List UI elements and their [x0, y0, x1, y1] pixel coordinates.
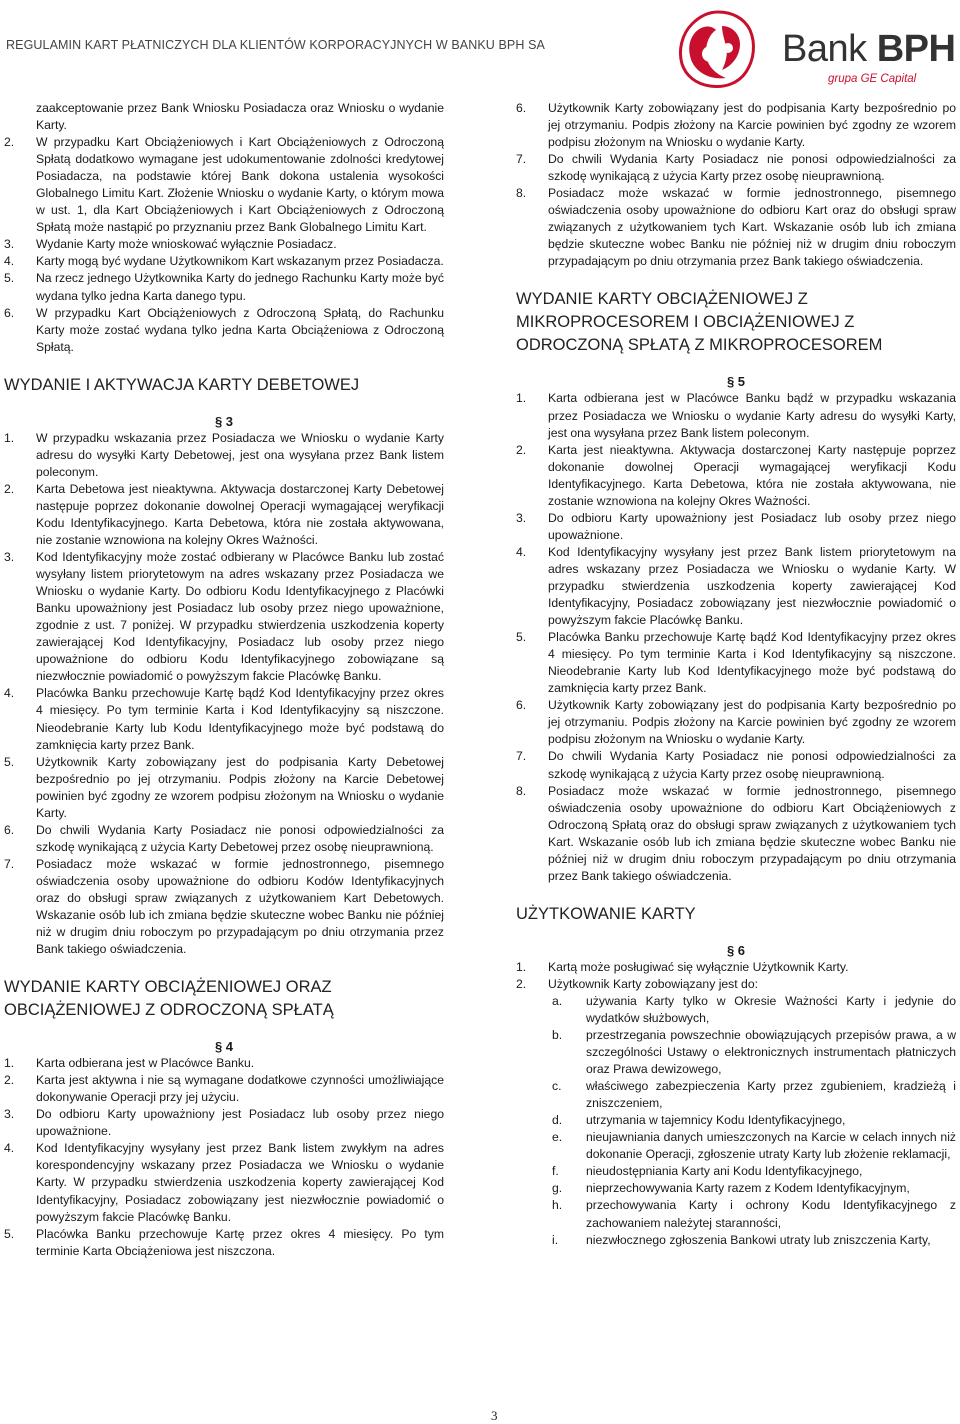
- page-number: 3: [491, 1408, 498, 1423]
- item-text: Użytkownik Karty zobowiązany jest do podpisania Karty Debetowej bezpośrednio po jej otrzymaniu. Podpis złożony na Karcie Debetowej powinien być zgodny ze wzorem podpisu złożonym na Wniosku o wydanie Karty.: [36, 754, 444, 820]
- item-text: Wydanie Karty może wnioskować wyłącznie Posiadacz.: [36, 237, 337, 252]
- item-number: 3.: [516, 510, 527, 525]
- item-number: 1.: [516, 391, 527, 406]
- heading-card-usage: UŻYTKOWANIE KARTY: [516, 904, 696, 923]
- item-text: używania Karty tylko w Okresie Ważności Karty i jedynie do wydatków służbowych,: [586, 993, 956, 1025]
- sub-list-item: [516, 1129, 956, 1163]
- item-number: 5.: [516, 630, 527, 645]
- item-text: Posiadacz może wskazać w formie jednostronnego, pisemnego oświadczenia osoby upoważnione do odbioru Kodów Identyfikacyjnych oraz do obsługi spraw związanych z użytkowaniem Kart Debetowych. Wskazanie osób lub ich zmiana będzie skuteczne wobec Banku nie później niż w drugim dniu roboczym po przypadającym po dniu otrzymania przez Bank takiego oświadczenia.: [36, 856, 444, 957]
- item-number: f.: [552, 1164, 559, 1179]
- brand-name: Bank BPH: [782, 28, 956, 70]
- brand-subtitle: grupa GE Capital: [828, 73, 917, 85]
- item-number: e.: [552, 1130, 563, 1145]
- sub-list-item: [516, 993, 956, 1027]
- item-number: h.: [552, 1198, 563, 1213]
- item-number: 3.: [4, 237, 15, 252]
- list-section-5: [516, 390, 956, 884]
- item-text: Posiadacz może wskazać w formie jednostronnego, pisemnego oświadczenia osoby upoważnione do odbioru Kart oraz do obsługi spraw związanych z użytkowaniem tych Kart. Wskazanie osób lub ich zmiana będzie skuteczne wobec Banku nie później niż w drugim dniu roboczym przypadającym po dniu otrzymania przez Bank takiego oświadczenia.: [548, 186, 956, 269]
- list-item: [4, 236, 444, 253]
- list-item: [516, 544, 956, 629]
- item-text: Do odbioru Karty upoważniony jest Posiadacz lub osoby przez niego upoważnione.: [548, 510, 956, 542]
- list-section-4-cont: [516, 100, 956, 270]
- list-section-6: [516, 959, 956, 993]
- item-number: 3.: [4, 550, 15, 565]
- item-text: Karta jest aktywna i nie są wymagane dodatkowe czynności umożliwiające dokonywanie Operacji przy jej użyciu.: [36, 1073, 444, 1105]
- list-item: [4, 1055, 444, 1072]
- item-text: Kartą może posługiwać się wyłącznie Użytkownik Karty.: [548, 959, 849, 974]
- item-text: nieudostępniania Karty ani Kodu Identyfikacyjnego,: [586, 1164, 863, 1179]
- item-text: Użytkownik Karty zobowiązany jest do:: [548, 976, 758, 991]
- item-text: Do odbioru Karty upoważniony jest Posiadacz lub osoby przez niego upoważnione.: [36, 1107, 444, 1139]
- list-item: [516, 151, 956, 185]
- item-number: 6.: [516, 101, 527, 115]
- list-item: [516, 697, 956, 748]
- item-text: Karta Debetowa jest nieaktywna. Aktywacja dostarczonej Karty Debetowej następuje poprzez dokonanie dowolnej Operacji wymagającej weryfikacji Kodu Identyfikacyjnego. Karta Debetowa, która nie została aktywowana, nie zostanie wznowiona na kolejny Okres Ważności.: [36, 481, 444, 547]
- item-number: 2.: [4, 481, 15, 496]
- item-number: c.: [552, 1079, 562, 1094]
- item-number: 7.: [4, 856, 15, 871]
- section-mark-5: § 5: [726, 374, 746, 390]
- list-item: [4, 685, 444, 753]
- sub-list-item: [516, 1232, 956, 1249]
- item-text: właściwego zabezpieczenia Karty przez zgubieniem, kradzieżą i zniszczeniem,: [586, 1079, 956, 1111]
- item-number: 2.: [4, 135, 15, 150]
- list-item: [516, 442, 956, 510]
- list-item: [4, 270, 444, 304]
- item-text: niezwłocznego zgłoszenia Bankowi utraty lub zniszczenia Karty,: [586, 1232, 931, 1247]
- item-number: 7.: [516, 152, 527, 167]
- sub-list-item: [516, 1197, 956, 1231]
- list-item: [4, 481, 444, 549]
- item-number: 4.: [4, 254, 15, 269]
- list-item: [516, 510, 956, 544]
- page-header: [0, 0, 960, 90]
- bph-emblem-icon: [660, 8, 780, 90]
- bank-logo: [660, 8, 960, 90]
- item-number: 4.: [4, 686, 15, 701]
- list-item: [4, 1140, 444, 1225]
- item-number: 1.: [4, 430, 15, 445]
- list-item: [4, 754, 444, 822]
- item-text: Karty mogą być wydane Użytkownikom Kart wskazanym przez Posiadacza.: [36, 254, 444, 269]
- item-number: 1.: [4, 1056, 15, 1071]
- list-item: [4, 1072, 444, 1106]
- right-column: [516, 100, 956, 1249]
- item-text: Placówka Banku przechowuje Kartę bądź Kod Identyfikacyjny przez okres 4 miesięcy. Po tym terminie Karta i Kod Identyfikacyjny są niszczone. Nieodebranie Karty lub Kodu Identyfikacyjnego może być podstawą do zamknięcia karty przez Bank.: [36, 686, 444, 752]
- item-text: Na rzecz jednego Użytkownika Karty do jednego Rachunku Karty może być wydana tylko jedna Karta danego typu.: [36, 271, 444, 303]
- item-text: Do chwili Wydania Karty Posiadacz nie ponosi odpowiedzialności za szkodę wynikającą z użycia Karty przez osobę nieuprawnioną.: [548, 749, 956, 781]
- item-number: 4.: [516, 544, 527, 559]
- list-item: [516, 748, 956, 782]
- list-item: [516, 100, 956, 151]
- item-number: g.: [552, 1181, 563, 1196]
- item-text: Karta jest nieaktywna. Aktywacja dostarczonej Karty następuje poprzez dokonanie dowolnej Operacji wymagającej weryfikacji Kodu Identyfikacyjnego. Karta Debetowa, która nie została aktywowana, nie zostanie wznowiona na kolejny Okres Ważności.: [548, 442, 956, 508]
- item-number: 5.: [4, 754, 15, 769]
- sub-list-item: [516, 1180, 956, 1197]
- item-number: 1.: [516, 959, 527, 974]
- item-text: nieprzechowywania Karty razem z Kodem Identyfikacyjnym,: [586, 1181, 910, 1196]
- item-text: przechowywania Karty i ochrony Kodu Identyfikacyjnego z zachowaniem należytej staranności,: [586, 1198, 956, 1230]
- list-item: [4, 430, 444, 481]
- list-item: [4, 856, 444, 958]
- list-item: [516, 783, 956, 885]
- item-number: 6.: [4, 305, 15, 320]
- item-text: Użytkownik Karty zobowiązany jest do podpisania Karty bezpośrednio po jej otrzymaniu. Podpis złożony na Karcie powinien być zgodny ze wzorem podpisu złożonym na Wniosku o wydanie Karty.: [548, 698, 956, 747]
- list-item: [4, 549, 444, 685]
- list-section-6-sub: [516, 993, 956, 1249]
- list-item: [516, 959, 956, 976]
- section-mark-3: § 3: [214, 413, 234, 429]
- item-text: Do chwili Wydania Karty Posiadacz nie ponosi odpowiedzialności za szkodę wynikającą z użycia Karty przez osobę nieuprawnioną.: [548, 152, 956, 184]
- item-text: Karta odbierana jest w Placówce Banku bądź w przypadku wskazania przez Posiadacza we Wniosku o wydanie Karty adresu do wysyłki Karty, jest ona wysyłana przez Bank listem poleconym.: [548, 391, 956, 440]
- heading-microprocessor-card: WYDANIE KARTY OBCIĄŻENIOWEJ Z MIKROPROCESOREM I OBCIĄŻENIOWEJ Z ODROCZONĄ SPŁATĄ Z MIKROPROCESOREM: [516, 290, 883, 355]
- item-number: 2.: [516, 976, 527, 991]
- item-number: 6.: [4, 822, 15, 837]
- list-item: [516, 976, 956, 993]
- item-number: 8.: [516, 186, 527, 201]
- sub-list-item: [516, 1112, 956, 1129]
- item-number: 5.: [4, 1226, 15, 1241]
- item-text: Do chwili Wydania Karty Posiadacz nie ponosi odpowiedzialności za szkodę wynikającą z użycia Karty Debetowej przez osobę nieuprawnioną.: [36, 822, 444, 854]
- item-number: d.: [552, 1113, 563, 1128]
- item-number: 5.: [4, 271, 15, 286]
- item-text: W przypadku Kart Obciążeniowych i Kart Obciążeniowych z Odroczoną Spłatą dodatkowo wymagane jest udokumentowanie zdolności kredytowej Posiadacza, na podstawie której Bank dokona ustalenia wysokości Globalnego Limitu Kart. Złożenie Wniosku o wydanie Karty, o którym mowa w ust. 1, dla Kart Obciążeniowych i Kart Obciążeniowych z Odroczoną Spłatą może nastąpić po przyznaniu przez Bank Globalnego Limitu Kart.: [36, 135, 444, 235]
- item-text: nieujawniania danych umieszczonych na Karcie w celach innych niż dokonanie Operacji, zgłoszenie utraty Karty lub złożenie reklamacji,: [586, 1130, 956, 1162]
- item-number: b.: [552, 1028, 563, 1043]
- item-number: 3.: [4, 1107, 15, 1122]
- document-title: REGULAMIN KART PŁATNICZYCH DLA KLIENTÓW KORPORACYJNYCH W BANKU BPH SA: [6, 38, 545, 52]
- list-section-2: [4, 134, 444, 356]
- item-text: Karta odbierana jest w Placówce Banku.: [36, 1056, 255, 1071]
- section-mark-6: § 6: [726, 942, 746, 958]
- item-text: przestrzegania powszechnie obowiązujących przepisów prawa, a w szczególności Ustawy o elektronicznych instrumentach płatniczych oraz Prawa dewizowego,: [586, 1028, 956, 1077]
- item-text: W przypadku Kart Obciążeniowych z Odroczoną Spłatą, do Rachunku Karty może zostać wydana tylko jedna Karta Obciążeniowa z Odroczoną Spłatą.: [36, 305, 444, 354]
- item-text: Kod Identyfikacyjny wysyłany jest przez Bank listem priorytetowym na adres wskazany przez Posiadacza we Wniosku o wydanie Karty. W przypadku stwierdzenia uszkodzenia koperty zawierającej Kod Identyfikacyjny, Posiadacz zobowiązany jest niezwłocznie powiadomić o powyższym fakcie Placówkę Banku.: [548, 544, 956, 628]
- section-mark-4: § 4: [214, 1039, 234, 1055]
- item-number: 2.: [4, 1073, 15, 1088]
- item-text: Placówka Banku przechowuje Kartę przez okres 4 miesięcy. Po tym terminie Karta Obciążeniowa jest niszczona.: [36, 1226, 444, 1258]
- heading-debit-card: WYDANIE I AKTYWACJA KARTY DEBETOWEJ: [4, 375, 360, 394]
- sub-list-item: [516, 1163, 956, 1180]
- left-column: [4, 100, 444, 1260]
- list-item: [4, 1226, 444, 1260]
- item-text: Użytkownik Karty zobowiązany jest do podpisania Karty bezpośrednio po jej otrzymaniu. Podpis złożony na Karcie powinien być zgodny ze wzorem podpisu złożonym na Wniosku o wydanie Karty.: [548, 101, 956, 150]
- list-item: [516, 629, 956, 697]
- sub-list-item: [516, 1078, 956, 1112]
- item-number: a.: [552, 993, 563, 1008]
- item-number: 7.: [516, 749, 527, 764]
- list-item: [4, 305, 444, 356]
- heading-charge-card: WYDANIE KARTY OBCIĄŻENIOWEJ ORAZ OBCIĄŻENIOWEJ Z ODROCZONĄ SPŁATĄ: [4, 978, 334, 1020]
- list-item: [4, 134, 444, 236]
- item-text: Placówka Banku przechowuje Kartę bądź Kod Identyfikacyjny przez okres 4 miesięcy. Po tym terminie Karta i Kod Identyfikacyjny są niszczone. Nieodebranie Karty lub Kod Identyfikacyjnego może być podstawą do zamknięcia karty przez Bank.: [548, 630, 956, 696]
- list-section-4: [4, 1055, 444, 1260]
- item-number: 2.: [516, 442, 527, 457]
- paragraph-continuation: zaakceptowanie przez Bank Wniosku Posiadacza oraz Wniosku o wydanie Karty.: [36, 101, 444, 133]
- item-text: Kod Identyfikacyjny wysyłany jest przez Bank listem zwykłym na adres korespondencyjny wskazany przez Posiadacza we Wniosku o wydanie Karty. W przypadku stwierdzenia uszkodzenia koperty zawierającej Kod Identyfikacyjny, Posiadacz zobowiązany jest niezwłocznie powiadomić o powyższym fakcie Placówkę Banku.: [36, 1141, 444, 1224]
- item-number: i.: [552, 1232, 559, 1247]
- list-item: [4, 253, 444, 270]
- list-item: [516, 390, 956, 441]
- item-text: utrzymania w tajemnicy Kodu Identyfikacyjnego,: [586, 1113, 846, 1128]
- item-number: 4.: [4, 1141, 15, 1156]
- item-text: W przypadku wskazania przez Posiadacza we Wniosku o wydanie Karty adresu do wysyłki Karty Debetowej, jest ona wysyłana przez Bank listem poleconym.: [36, 430, 444, 479]
- item-text: Posiadacz może wskazać w formie jednostronnego, pisemnego oświadczenia osoby upoważnione do odbioru Kart Obciążeniowych z Odroczoną Spłatą oraz do obsługi spraw związanych z użytkowaniem tych Kart. Wskazanie osób lub ich zmiana będzie skuteczne wobec Banku nie później niż w drugim dniu roboczym przypadającym po dniu otrzymania przez Bank takiego oświadczenia.: [548, 783, 956, 883]
- item-number: 8.: [516, 783, 527, 798]
- list-section-3: [4, 430, 444, 958]
- list-item: [4, 822, 444, 856]
- list-item: [516, 185, 956, 270]
- list-item: [4, 1106, 444, 1140]
- item-number: 6.: [516, 698, 527, 713]
- item-text: Kod Identyfikacyjny może zostać odbierany w Placówce Banku lub zostać wysyłany listem priorytetowym na adres wskazany przez Posiadacza we Wniosku o wydanie Karty. Do odbioru Kodu Identyfikacyjnego z Placówki Banku upoważniony jest Posiadacz lub osoby przez niego upoważnione, zgodnie z ust. 7 poniżej. W przypadku stwierdzenia uszkodzenia koperty zawierającej Kod Identyfikacyjny, Posiadacz lub osoby przez niego upoważnione do odbioru Kodu Identyfikacyjnego zobowiązane są niezwłocznie powiadomić o powyższym fakcie Placówkę Banku.: [36, 550, 444, 684]
- sub-list-item: [516, 1027, 956, 1078]
